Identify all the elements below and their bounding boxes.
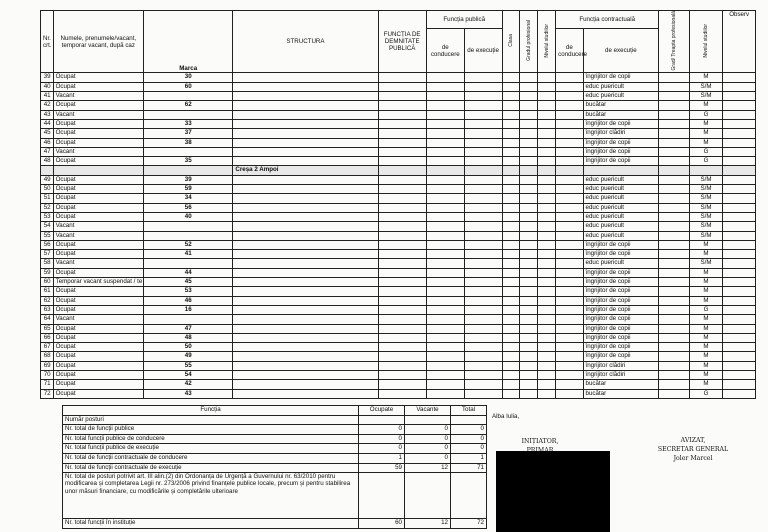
row-marca — [144, 315, 233, 324]
table-row — [41, 203, 756, 212]
table-row — [41, 194, 756, 203]
row-marca — [144, 110, 233, 119]
redaction-box — [496, 451, 610, 532]
row-studii: M — [689, 324, 723, 333]
summary-label: Nr. total de funcții contractuale de conducere — [63, 453, 359, 463]
row-nr: 68 — [41, 352, 54, 361]
row-executie: îngrijitor de copii — [583, 352, 659, 361]
summary-total: 0 — [451, 444, 487, 454]
row-nr: 42 — [41, 101, 54, 110]
row-marca: 43 — [144, 389, 233, 398]
row-studii: S/M — [689, 175, 723, 184]
summary-total — [451, 415, 487, 425]
row-executie: îngrijitor de copii — [583, 315, 659, 324]
row-studii: G — [689, 110, 723, 119]
row-studii: M — [689, 296, 723, 305]
table-row — [41, 352, 756, 361]
row-name: Ocupat — [53, 185, 143, 194]
row-marca: 53 — [144, 287, 233, 296]
row-executie: îngrijitor de copii — [583, 333, 659, 342]
avizat-role: SECRETAR GENERAL — [657, 446, 729, 453]
row-studii: M — [689, 343, 723, 352]
summary-row — [63, 444, 487, 454]
summary-total: 71 — [451, 463, 487, 473]
row-nr: 60 — [41, 278, 54, 287]
row-name: Vacant — [53, 147, 143, 156]
row-nr: 69 — [41, 361, 54, 370]
row-name: Ocupat — [53, 119, 143, 128]
row-executie: educ puericult — [583, 231, 659, 240]
header-functia-demnitate: FUNCȚIA DE DEMNITATE PUBLICĂ — [378, 11, 426, 73]
row-name: Ocupat — [53, 101, 143, 110]
row-studii: S/M — [689, 194, 723, 203]
row-marca — [144, 259, 233, 268]
summary-ocupate: 60 — [359, 519, 405, 529]
row-studii: S/M — [689, 92, 723, 101]
table-row — [41, 101, 756, 110]
row-executie: îngrijitor de copii — [583, 296, 659, 305]
row-name: Ocupat — [53, 296, 143, 305]
row-name: Ocupat — [53, 389, 143, 398]
row-name: Ocupat — [53, 324, 143, 333]
row-name: Ocupat — [53, 73, 143, 82]
row-nr: 41 — [41, 92, 54, 101]
row-studii: M — [689, 73, 723, 82]
row-studii: M — [689, 250, 723, 259]
row-name: Temporar vacant suspendat / te — [53, 278, 143, 287]
row-studii: M — [689, 138, 723, 147]
summary-header-vacante: Vacante — [405, 406, 451, 416]
row-marca: 45 — [144, 278, 233, 287]
table-row — [41, 333, 756, 342]
table-row — [41, 389, 756, 398]
row-name: Ocupat — [53, 250, 143, 259]
row-studii: S/M — [689, 222, 723, 231]
row-studii: M — [689, 333, 723, 342]
summary-vacante — [405, 415, 451, 425]
row-studii: G — [689, 305, 723, 314]
section-row — [41, 166, 756, 175]
row-executie: bucătar — [583, 110, 659, 119]
row-marca: 50 — [144, 343, 233, 352]
row-executie: îngrijitor clădiri — [583, 370, 659, 379]
row-studii: G — [689, 389, 723, 398]
row-name: Ocupat — [53, 82, 143, 91]
header-de-conducere: de conducere — [426, 28, 464, 73]
summary-body — [63, 415, 487, 528]
row-nr: 72 — [41, 389, 54, 398]
row-nr: 59 — [41, 268, 54, 277]
summary-ocupate: 0 — [359, 434, 405, 444]
table-row — [41, 157, 756, 166]
summary-row — [63, 425, 487, 435]
row-nr: 54 — [41, 222, 54, 231]
row-marca — [144, 92, 233, 101]
row-marca: 60 — [144, 82, 233, 91]
table-row — [41, 315, 756, 324]
row-nr: 46 — [41, 138, 54, 147]
table-row — [41, 212, 756, 221]
row-nr: 45 — [41, 129, 54, 138]
summary-header-ocupate: Ocupate — [359, 406, 405, 416]
row-marca: 40 — [144, 212, 233, 221]
row-marca: 41 — [144, 250, 233, 259]
row-marca: 35 — [144, 157, 233, 166]
header-functia-publica: Funcția publică — [426, 11, 502, 29]
row-name: Vacant — [53, 110, 143, 119]
row-nr: 48 — [41, 157, 54, 166]
row-name: Ocupat — [53, 138, 143, 147]
row-nr: 49 — [41, 175, 54, 184]
row-nr: 53 — [41, 212, 54, 221]
avizat-title: AVIZAT, — [680, 437, 706, 444]
row-studii: G — [689, 157, 723, 166]
summary-header-total: Total — [451, 406, 487, 416]
summary-label: Număr posturi — [63, 415, 359, 425]
summary-row — [63, 463, 487, 473]
row-nr: 40 — [41, 82, 54, 91]
table-row — [41, 259, 756, 268]
summary-label: Nr. total de funcții contractuale de execuție — [63, 463, 359, 473]
row-marca: 16 — [144, 305, 233, 314]
row-executie: îngrijitor de copii — [583, 157, 659, 166]
summary-ocupate — [359, 415, 405, 425]
row-marca — [144, 147, 233, 156]
header-nr: Nr. crt. — [41, 11, 54, 73]
row-name: Ocupat — [53, 343, 143, 352]
row-name: Ocupat — [53, 212, 143, 221]
summary-vacante: 12 — [405, 519, 451, 529]
row-name: Vacant — [53, 259, 143, 268]
place-label: Alba Iulia, — [492, 413, 520, 420]
header-functia-contractuala: Funcția contractuală — [556, 11, 659, 29]
row-marca — [144, 231, 233, 240]
row-nr: 61 — [41, 287, 54, 296]
table-row — [41, 370, 756, 379]
row-marca: 62 — [144, 101, 233, 110]
row-nr: 66 — [41, 333, 54, 342]
row-studii: M — [689, 380, 723, 389]
row-studii: M — [689, 361, 723, 370]
table-row — [41, 73, 756, 82]
summary-vacante: 12 — [405, 463, 451, 473]
summary-total — [451, 473, 487, 519]
summary-row — [63, 453, 487, 463]
row-name: Ocupat — [53, 305, 143, 314]
table-row — [41, 268, 756, 277]
row-name: Ocupat — [53, 287, 143, 296]
summary-vacante: 0 — [405, 434, 451, 444]
row-name: Vacant — [53, 315, 143, 324]
row-studii: M — [689, 129, 723, 138]
table-row — [41, 175, 756, 184]
row-studii: M — [689, 315, 723, 324]
staff-table — [40, 10, 756, 399]
row-studii: S/M — [689, 203, 723, 212]
row-marca: 55 — [144, 361, 233, 370]
table-row — [41, 287, 756, 296]
summary-ocupate: 0 — [359, 425, 405, 435]
summary-vacante: 0 — [405, 425, 451, 435]
row-nr: 50 — [41, 185, 54, 194]
header-gradul: Gradul profesional — [520, 11, 538, 73]
summary-total: 72 — [451, 519, 487, 529]
row-executie: îngrijitor de copii — [583, 250, 659, 259]
summary-label: Nr. total funcții în instituție — [63, 519, 359, 529]
row-executie: bucătar — [583, 380, 659, 389]
row-name: Vacant — [53, 222, 143, 231]
row-executie: îngrijitor de copii — [583, 343, 659, 352]
table-row — [41, 110, 756, 119]
row-marca: 38 — [144, 138, 233, 147]
table-row — [41, 185, 756, 194]
summary-ocupate: 1 — [359, 453, 405, 463]
summary-label: Nr. total de funcții publice — [63, 425, 359, 435]
header-de-conducere-c: de conducere — [556, 28, 583, 73]
row-studii: S/M — [689, 212, 723, 221]
table-body — [41, 73, 756, 398]
summary-ocupate — [359, 473, 405, 519]
row-studii: M — [689, 352, 723, 361]
row-marca: 39 — [144, 175, 233, 184]
row-nr: 58 — [41, 259, 54, 268]
row-studii: M — [689, 268, 723, 277]
row-marca: 56 — [144, 203, 233, 212]
row-studii: M — [689, 278, 723, 287]
row-marca: 46 — [144, 296, 233, 305]
section-title: Creșa 2 Ampoi — [233, 166, 378, 175]
row-marca — [144, 222, 233, 231]
row-executie: educ puericult — [583, 185, 659, 194]
table-row — [41, 231, 756, 240]
header-de-executie: de execuție — [464, 28, 502, 73]
table-row — [41, 222, 756, 231]
table-row — [41, 278, 756, 287]
row-executie: educ puericult — [583, 194, 659, 203]
row-marca: 34 — [144, 194, 233, 203]
header-de-executie-c: de execuție — [583, 28, 659, 73]
table-row — [41, 305, 756, 314]
row-nr: 70 — [41, 370, 54, 379]
row-name: Ocupat — [53, 240, 143, 249]
row-executie: educ puericult — [583, 203, 659, 212]
table-row — [41, 296, 756, 305]
header-nivelul-studiilor: Nivelul studiilor — [538, 11, 556, 73]
row-nr: 39 — [41, 73, 54, 82]
row-marca: 59 — [144, 185, 233, 194]
row-executie: îngrijitor de copii — [583, 305, 659, 314]
header-clasa: Clasa — [502, 11, 520, 73]
summary-vacante: 0 — [405, 453, 451, 463]
table-row — [41, 119, 756, 128]
initiator-title: INIȚIATOR, — [521, 438, 559, 445]
row-name: Ocupat — [53, 129, 143, 138]
row-marca: 48 — [144, 333, 233, 342]
row-name: Ocupat — [53, 157, 143, 166]
row-studii: M — [689, 370, 723, 379]
row-name: Ocupat — [53, 370, 143, 379]
row-executie: îngrijitor de copii — [583, 278, 659, 287]
summary-total: 0 — [451, 434, 487, 444]
header-structura: STRUCTURA — [233, 11, 378, 73]
table-row — [41, 380, 756, 389]
row-marca: 49 — [144, 352, 233, 361]
summary-row — [63, 415, 487, 425]
row-nr: 51 — [41, 194, 54, 203]
row-marca: 54 — [144, 370, 233, 379]
row-executie: îngrijitor de copii — [583, 73, 659, 82]
table-row — [41, 147, 756, 156]
table-row — [41, 240, 756, 249]
row-executie: bucătar — [583, 389, 659, 398]
summary-ocupate: 59 — [359, 463, 405, 473]
row-marca: 47 — [144, 324, 233, 333]
summary-total: 1 — [451, 453, 487, 463]
summary-row — [63, 434, 487, 444]
row-studii: M — [689, 119, 723, 128]
row-name: Ocupat — [53, 194, 143, 203]
row-nr: 47 — [41, 147, 54, 156]
row-name: Ocupat — [53, 352, 143, 361]
row-nr: 43 — [41, 110, 54, 119]
row-marca: 52 — [144, 240, 233, 249]
summary-total: 0 — [451, 425, 487, 435]
header-observ: Observ — [723, 11, 756, 73]
row-executie: educ puericult — [583, 212, 659, 221]
row-name: Vacant — [53, 231, 143, 240]
row-studii: S/M — [689, 82, 723, 91]
row-executie: educ puericult — [583, 82, 659, 91]
summary-header-functia: Funcția — [63, 406, 359, 416]
table-row — [41, 138, 756, 147]
row-executie: îngrijitor de copii — [583, 119, 659, 128]
row-name: Ocupat — [53, 380, 143, 389]
row-marca: 37 — [144, 129, 233, 138]
avizat-name: Joler Marcel — [673, 455, 713, 462]
row-executie: îngrijitor de copii — [583, 287, 659, 296]
row-executie: îngrijitor de copii — [583, 268, 659, 277]
row-nr: 52 — [41, 203, 54, 212]
row-nr: 57 — [41, 250, 54, 259]
table-row — [41, 92, 756, 101]
row-nr: 62 — [41, 296, 54, 305]
row-nr: 64 — [41, 315, 54, 324]
row-executie: educ puericult — [583, 175, 659, 184]
summary-row — [63, 473, 487, 519]
header-marca: Marca — [144, 11, 233, 73]
table-row — [41, 343, 756, 352]
summary-table — [62, 405, 487, 529]
row-studii: G — [689, 147, 723, 156]
row-executie: îngrijitor de copii — [583, 324, 659, 333]
table-row — [41, 250, 756, 259]
row-studii: M — [689, 101, 723, 110]
summary-ocupate: 0 — [359, 444, 405, 454]
avizat-block — [640, 436, 746, 463]
row-executie: îngrijitor clădiri — [583, 361, 659, 370]
row-name: Ocupat — [53, 175, 143, 184]
row-executie: îngrijitor de copii — [583, 147, 659, 156]
row-studii: M — [689, 287, 723, 296]
row-executie: bucătar — [583, 101, 659, 110]
header-grad-treapta: Grad/ Treapta profesională — [659, 11, 689, 73]
row-studii: M — [689, 240, 723, 249]
summary-vacante — [405, 473, 451, 519]
row-studii: S/M — [689, 259, 723, 268]
header-nume: Numele, prenumele/vacant, temporar vacant, după caz — [53, 11, 143, 73]
row-executie: educ puericult — [583, 259, 659, 268]
row-nr: 56 — [41, 240, 54, 249]
header-nivelul-studiilor-c: Nivelul studiilor — [689, 11, 723, 73]
row-executie: educ puericult — [583, 222, 659, 231]
row-name: Ocupat — [53, 268, 143, 277]
row-executie: îngrijitor clădiri — [583, 129, 659, 138]
row-marca: 33 — [144, 119, 233, 128]
table-row — [41, 324, 756, 333]
table-row — [41, 82, 756, 91]
row-executie: educ puericult — [583, 92, 659, 101]
summary-label: Nr. total de posturi potrivit art. III alin.(2) din Ordonanța de Urgență a Guvernului nr. 63/2010 pentru modificarea și completarea Legii nr. 273/2006 privind finanțele publice locale, precum și pentru stabilirea unor măsuri financiare, cu modificările și completările ulterioare — [63, 473, 359, 519]
row-nr: 67 — [41, 343, 54, 352]
table-row — [41, 129, 756, 138]
row-executie: îngrijitor de copii — [583, 138, 659, 147]
row-marca: 30 — [144, 73, 233, 82]
row-name: Ocupat — [53, 203, 143, 212]
summary-label: Nr. total funcții publice de conducere — [63, 434, 359, 444]
summary-label: Nr. total funcții publice de execuție — [63, 444, 359, 454]
summary-row — [63, 519, 487, 529]
row-marca: 42 — [144, 380, 233, 389]
row-nr: 63 — [41, 305, 54, 314]
row-name: Ocupat — [53, 361, 143, 370]
row-nr: 55 — [41, 231, 54, 240]
row-name: Ocupat — [53, 333, 143, 342]
row-nr: 65 — [41, 324, 54, 333]
row-nr: 71 — [41, 380, 54, 389]
row-executie: îngrijitor de copii — [583, 240, 659, 249]
summary-vacante: 0 — [405, 444, 451, 454]
row-nr: 44 — [41, 119, 54, 128]
row-studii: S/M — [689, 231, 723, 240]
row-studii: S/M — [689, 185, 723, 194]
row-name: Vacant — [53, 92, 143, 101]
table-row — [41, 361, 756, 370]
row-marca: 44 — [144, 268, 233, 277]
